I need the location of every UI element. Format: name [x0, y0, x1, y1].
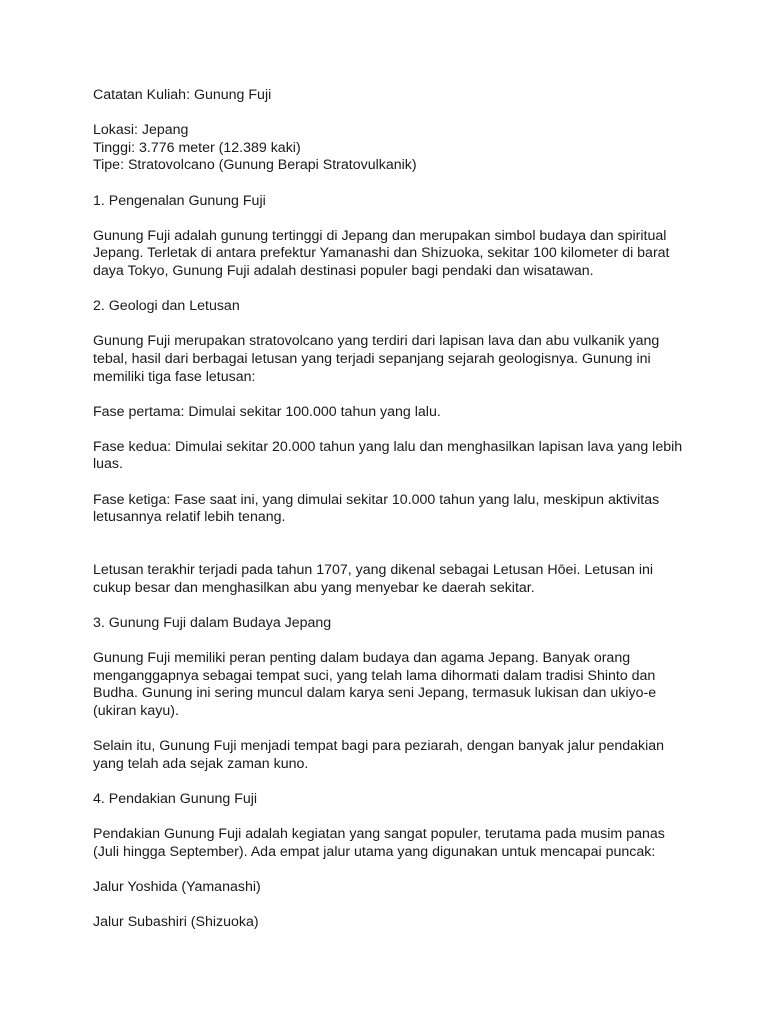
document-body	[93, 87, 687, 932]
document-title: Catatan Kuliah: Gunung Fuji	[93, 87, 272, 103]
info-location: Lokasi: Jepang	[93, 122, 189, 139]
section-heading: 1. Pengenalan Gunung Fuji	[93, 192, 266, 209]
paragraph: Fase pertama: Dimulai sekitar 100.000 tahun yang lalu.	[93, 403, 441, 420]
paragraph: Gunung Fuji merupakan stratovolcano yang terdiri dari lapisan lava dan abu vulkanik yang tebal, hasil dari berbagai letusan yang terjadi sepanjang sejarah geologisnya. Gunung ini memiliki tiga fase letusan:	[93, 333, 664, 385]
paragraph: Fase ketiga: Fase saat ini, yang dimulai sekitar 10.000 tahun yang lalu, meskipun aktivitas letusannya relatif lebih tenang.	[93, 491, 664, 526]
section-heading: 4. Pendakian Gunung Fuji	[93, 790, 258, 807]
paragraph: Pendakian Gunung Fuji adalah kegiatan yang sangat populer, terutama pada musim panas (Juli hingga September). Ada empat jalur utama yang digunakan untuk mencapai puncak:	[93, 825, 669, 860]
paragraph: Letusan terakhir terjadi pada tahun 1707, yang dikenal sebagai Letusan Hōei. Letusan ini cukup besar dan menghasilkan abu yang menyebar ke daerah sekitar.	[93, 562, 657, 596]
paragraph: Selain itu, Gunung Fuji menjadi tempat bagi para peziarah, dengan banyak jalur pendakian yang telah ada sejak zaman kuno.	[93, 737, 668, 772]
section-heading: 3. Gunung Fuji dalam Budaya Jepang	[93, 614, 332, 631]
paragraph: Fase kedua: Dimulai sekitar 20.000 tahun yang lalu dan menghasilkan lapisan lava yang lebih luas.	[93, 438, 687, 473]
info-type: Tipe: Stratovolcano (Gunung Berapi Stratovulkanik)	[93, 157, 417, 174]
paragraph: Gunung Fuji memiliki peran penting dalam budaya dan agama Jepang. Banyak orang menganggapnya sebagai tempat suci, yang telah lama dihormati dalam tradisi Shinto dan Budha. Gunung ini sering muncul dalam karya seni Jepang, termasuk lukisan dan ukiyo-e (ukiran kayu).	[93, 650, 661, 719]
info-height: Tinggi: 3.776 meter (12.389 kaki)	[93, 139, 301, 156]
paragraph: Jalur Subashiri (Shizuoka)	[93, 913, 259, 930]
paragraph: Jalur Yoshida (Yamanashi)	[93, 878, 261, 895]
section-heading: 2. Geologi dan Letusan	[93, 298, 240, 315]
paragraph: Gunung Fuji adalah gunung tertinggi di Jepang dan merupakan simbol budaya dan spiritual Jepang. Terletak di antara prefektur Yamanashi dan Shizuoka, sekitar 100 kilometer di barat daya Tokyo, Gunung Fuji adalah destinasi populer bagi pendaki dan wisatawan.	[93, 227, 674, 279]
